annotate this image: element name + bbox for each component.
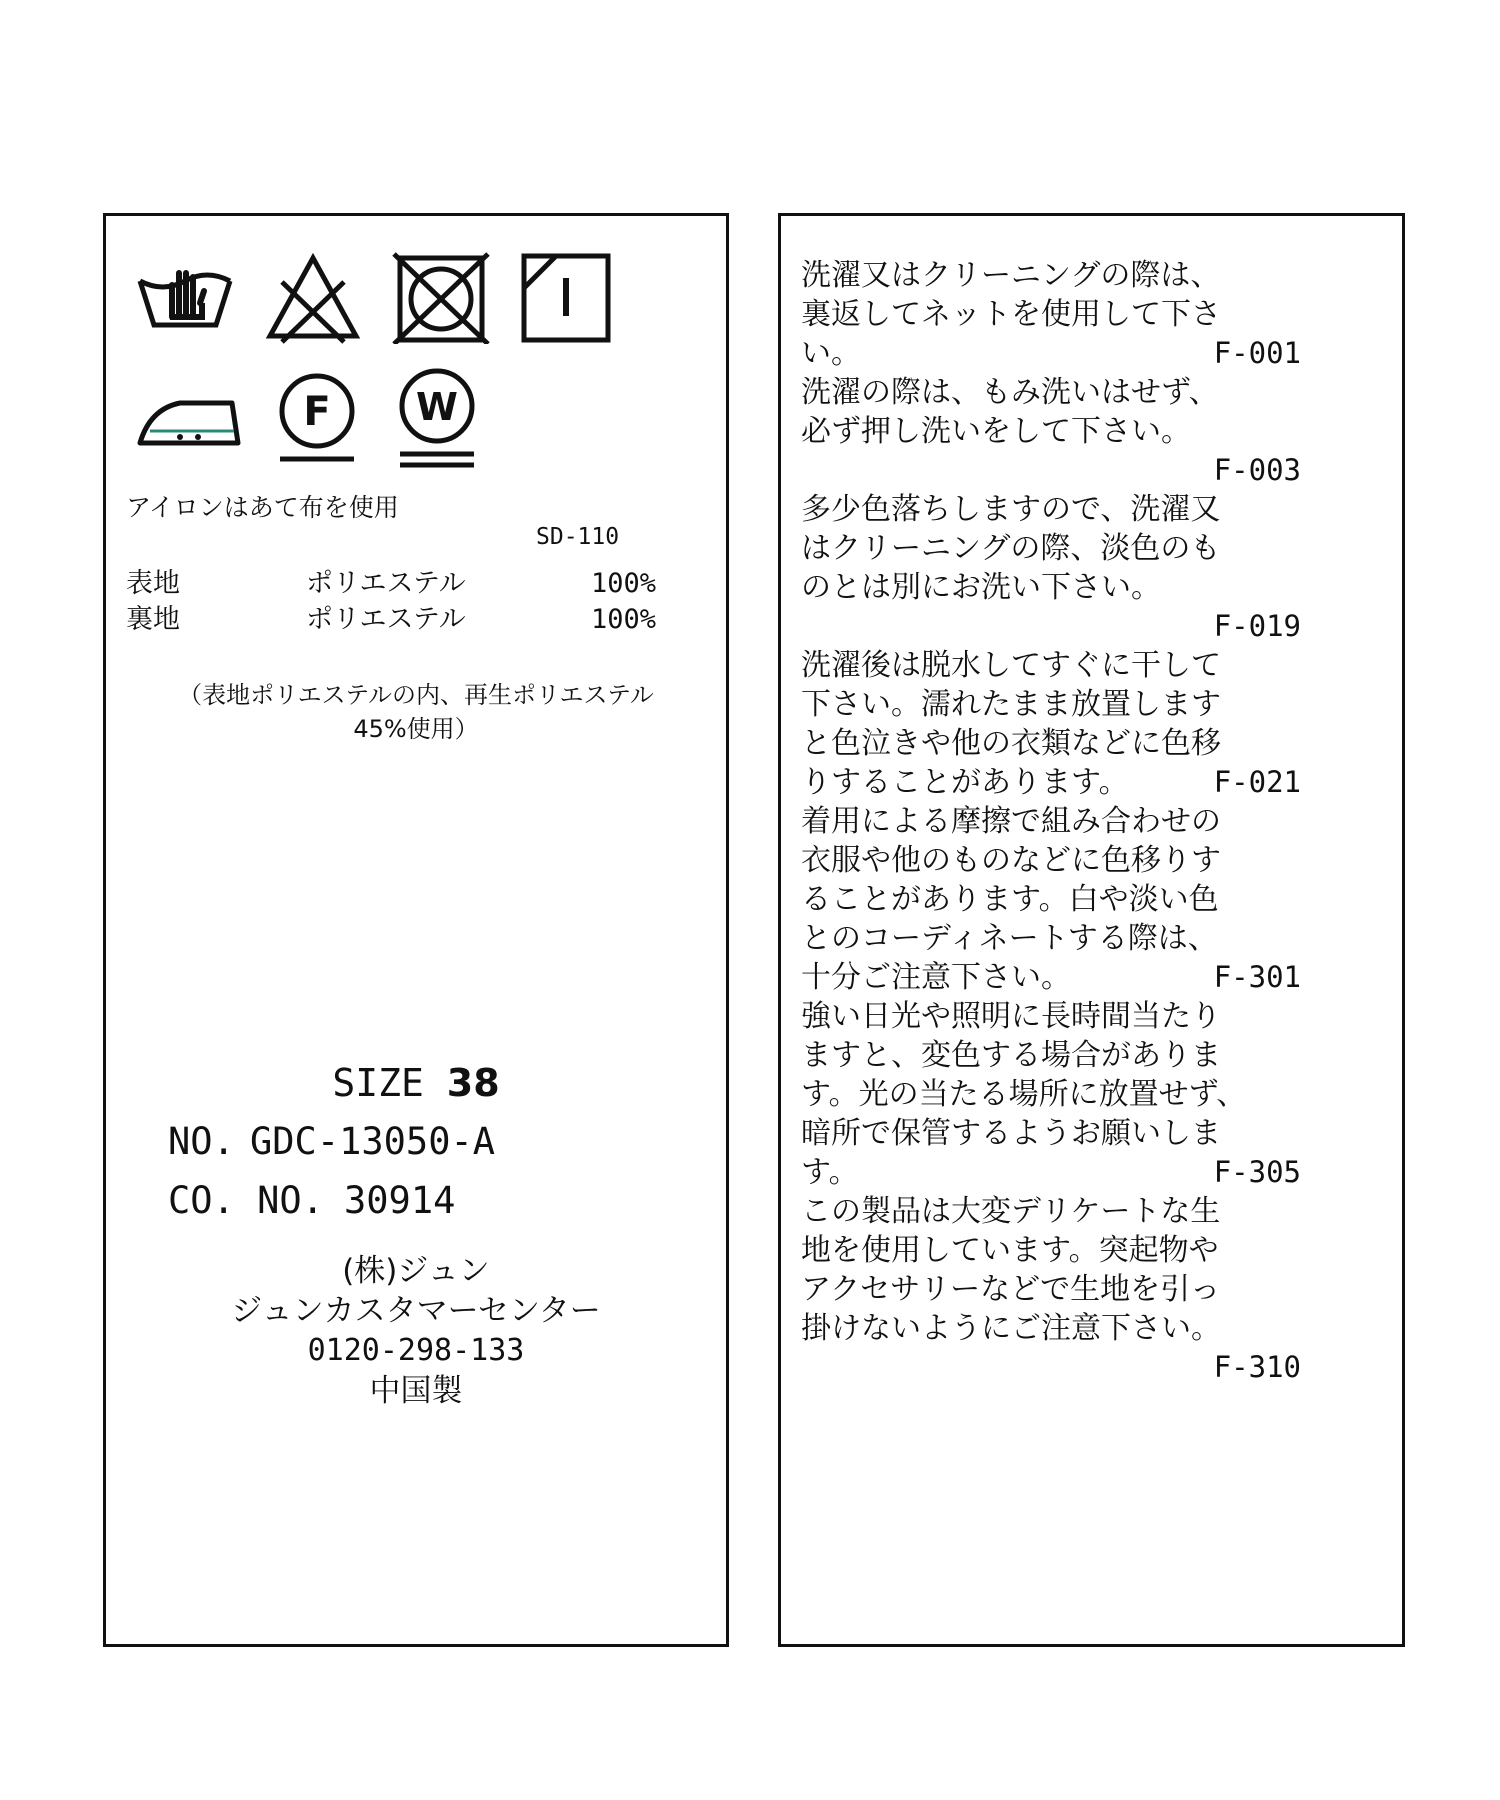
care-note-line: とのコーディネートする際は、 [801, 921, 1218, 956]
care-note-code: F-310 [1213, 1350, 1301, 1384]
wet-clean-w-icon [392, 366, 482, 472]
color-number-line [168, 1179, 455, 1222]
company-block [106, 1251, 726, 1411]
care-note-code: F-019 [1213, 609, 1301, 643]
color-number-label: CO. NO. [168, 1179, 324, 1222]
no-tumble-dry-icon [392, 252, 490, 344]
size-label: SIZE [332, 1061, 424, 1105]
care-note-line: りすることがあります。 [801, 765, 1129, 800]
care-note-line: 洗濯後は脱水してすぐに干して [801, 648, 1221, 683]
care-note-line: 洗濯の際は、もみ洗いはせず、 [801, 375, 1219, 410]
care-note [801, 1192, 1301, 1387]
hand-wash-icon [136, 263, 234, 333]
care-note [801, 997, 1301, 1192]
care-note [801, 802, 1301, 997]
care-note-line: す。光の当たる場所に放置せず、 [801, 1077, 1247, 1112]
care-note-last-line [801, 958, 1301, 997]
recycle-note-line-2: 45%使用） [353, 715, 479, 743]
care-note-line: 必ず押し洗いをして下さい。 [801, 414, 1191, 449]
care-note-line: 掛けないようにご注意下さい。 [801, 1311, 1221, 1346]
care-note-code: F-301 [1213, 960, 1301, 994]
care-icons-row-1 [136, 252, 612, 344]
svg-text:W: W [416, 385, 458, 429]
care-note-line: 下さい。濡れたまま放置します [801, 687, 1221, 722]
svg-text:F: F [303, 389, 331, 435]
care-note [801, 373, 1301, 490]
care-label-right [778, 213, 1405, 1647]
care-note-line: アクセサリーなどで生地を引っ [801, 1272, 1221, 1307]
country-of-origin: 中国製 [369, 1373, 463, 1409]
fabric-percent: 100% [591, 568, 657, 599]
care-note-last-line [801, 763, 1301, 802]
care-note-line: ますと、変色する場合がありま [801, 1038, 1221, 1073]
product-number-value: GDC-13050-A [250, 1120, 496, 1163]
care-note-line: と色泣きや他の衣類などに色移 [801, 726, 1221, 761]
drip-dry-icon [520, 252, 612, 344]
care-note-line: 多少色落ちしますので、洗濯又 [801, 492, 1221, 527]
iron-low-icon [136, 387, 242, 451]
care-note [801, 490, 1301, 646]
care-note [801, 646, 1301, 802]
customer-center: ジュンカスタマーセンター [231, 1293, 601, 1329]
recycle-note-line-1: （表地ポリエステルの内、再生ポリエステル [178, 681, 654, 709]
care-note-line: 着用による摩擦で組み合わせの [801, 804, 1221, 839]
care-note-line: 裏返してネットを使用して下さ [801, 297, 1221, 332]
dry-clean-f-icon [272, 371, 362, 467]
product-number-label: NO. [168, 1120, 235, 1163]
care-notes [801, 256, 1301, 1387]
fabric-material: ポリエステル [306, 604, 466, 635]
care-note-line: 洗濯又はクリーニングの際は、 [801, 258, 1221, 293]
iron-note: アイロンはあて布を使用 [126, 493, 399, 522]
care-note-line: のとは別にお洗い下さい。 [801, 570, 1161, 605]
care-note-code: F-001 [1213, 336, 1301, 370]
care-note-code: F-003 [1213, 453, 1301, 487]
care-note-line: この製品は大変デリケートな生 [801, 1194, 1221, 1229]
recycle-note [106, 678, 726, 746]
no-bleach-icon [264, 252, 362, 344]
care-note-line: す。 [801, 1155, 859, 1190]
company-name: (株)ジュン [342, 1253, 490, 1289]
care-note-last-line [801, 1153, 1301, 1192]
care-note-line: 強い日光や照明に長時間当たり [801, 999, 1221, 1034]
fabric-part: 裏地 [126, 604, 180, 635]
care-note-line: 暗所で保管するようお願いしま [801, 1116, 1221, 1151]
product-number-line [168, 1120, 495, 1163]
care-note-code: F-305 [1213, 1155, 1301, 1189]
sd-code: SD-110 [536, 524, 620, 550]
care-note-line: 十分ご注意下さい。 [801, 960, 1071, 995]
size-value: 38 [446, 1061, 500, 1105]
fabric-percent: 100% [591, 604, 657, 635]
phone-number: 0120-298-133 [307, 1333, 525, 1368]
care-note-line: い。 [801, 336, 861, 371]
care-note-line: はクリーニングの際、淡色のも [801, 531, 1221, 566]
color-number-value: 30914 [344, 1179, 456, 1222]
size-line [106, 1061, 726, 1105]
care-icons-row-2 [136, 366, 482, 472]
fabric-material: ポリエステル [306, 568, 466, 599]
fabric-part: 表地 [126, 568, 180, 599]
care-note-line: 衣服や他のものなどに色移りす [801, 843, 1221, 878]
care-note-line: ることがあります。白や淡い色 [801, 882, 1219, 917]
care-note [801, 256, 1301, 373]
care-note-line: 地を使用しています。突起物や [801, 1233, 1219, 1268]
care-note-code: F-021 [1213, 765, 1301, 799]
care-label-left [103, 213, 729, 1647]
care-note-last-line [801, 334, 1301, 373]
